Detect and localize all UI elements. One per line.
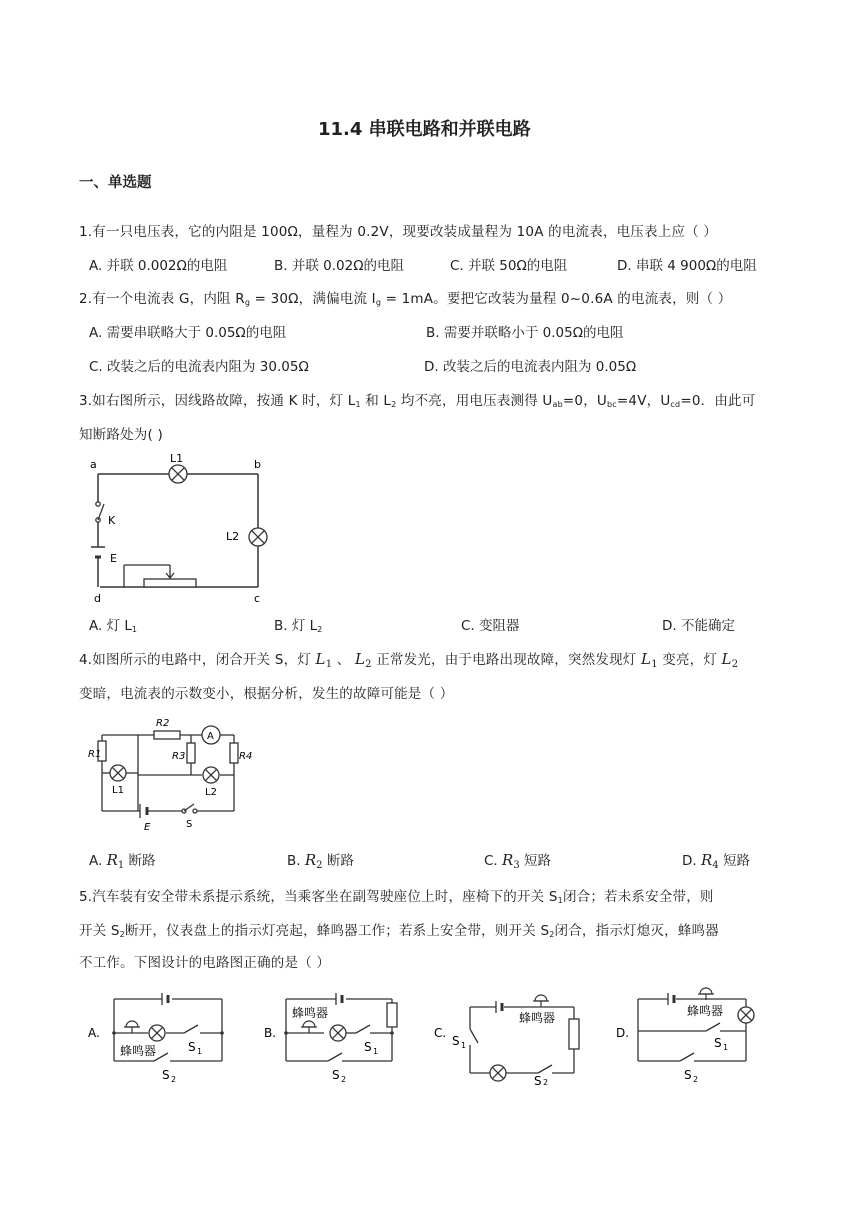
- svg-text:蜂鸣器: 蜂鸣器: [519, 1011, 556, 1025]
- svg-text:C.: C.: [434, 1026, 447, 1040]
- svg-text:S: S: [364, 1040, 372, 1054]
- svg-text:2: 2: [693, 1075, 699, 1084]
- q1-option-c: C. 并联 50Ω的电阻: [450, 258, 568, 274]
- q3-circuit-diagram: [86, 452, 276, 604]
- svg-text:2: 2: [341, 1075, 347, 1084]
- q4-circuit-diagram: [84, 713, 254, 835]
- resistor-r2-icon: [154, 731, 180, 739]
- q4-option-b: B. $R_2$ 断路: [287, 851, 354, 871]
- label-s: S: [186, 819, 193, 830]
- label-e: E: [110, 552, 117, 565]
- q5-circuit-diagrams: [84, 985, 784, 1085]
- svg-text:1: 1: [197, 1047, 203, 1056]
- q4-option-c: C. $R_3$ 短路: [484, 851, 551, 871]
- q3-option-a: A. 灯 $L_1$: [89, 618, 137, 634]
- q4-option-d: D. $R_4$ 短路: [682, 851, 750, 871]
- label-r2: R2: [156, 718, 170, 729]
- svg-text:S: S: [188, 1040, 196, 1054]
- svg-text:B.: B.: [264, 1026, 277, 1040]
- resistor-r4-icon: [230, 743, 238, 763]
- question-5-text-line3: 不工作。下图设计的电路图正确的是（ ）: [79, 955, 331, 971]
- label-r3: R3: [172, 751, 186, 762]
- label-l2: L2: [205, 787, 217, 798]
- label-l2: L2: [226, 530, 240, 543]
- q1-option-b: B. 并联 0.02Ω的电阻: [274, 258, 405, 274]
- question-2-text: 2.有一个电流表 G，内阻 $R_g = 30\Omega$，满偏电流 $I_g = 1mA$。要把它改装为量程 0~0.6A 的电流表，则（ ）: [79, 291, 732, 307]
- resistor-r3-icon: [187, 743, 195, 763]
- svg-text:S: S: [452, 1034, 460, 1048]
- question-3-text-line2: 知断路处为( ): [79, 427, 163, 443]
- circuit-option-b: [264, 993, 397, 1084]
- label-a: a: [90, 458, 97, 471]
- page-title: 11.4 串联电路和并联电路: [318, 119, 531, 140]
- q1-option-a: A. 并联 0.002Ω的电阻: [89, 258, 228, 274]
- battery-icon: [140, 804, 147, 818]
- q2-option-a: A. 需要串联略大于 0.05Ω的电阻: [89, 325, 287, 341]
- section-heading: 一、单选题: [79, 175, 152, 191]
- label-c: c: [254, 592, 261, 604]
- svg-text:蜂鸣器: 蜂鸣器: [292, 1006, 329, 1020]
- label-k: K: [108, 514, 116, 527]
- q3-option-c: C. 变阻器: [461, 618, 520, 634]
- q2-option-b: B. 需要并联略小于 0.05Ω的电阻: [426, 325, 624, 341]
- svg-text:1: 1: [373, 1047, 379, 1056]
- svg-text:S: S: [534, 1074, 542, 1085]
- switch-s-icon: [182, 804, 197, 813]
- circuit-option-a: [88, 993, 224, 1084]
- circuit-option-d: [616, 988, 754, 1084]
- q3-option-b: B. 灯 $L_2$: [274, 618, 323, 634]
- svg-text:D.: D.: [616, 1026, 630, 1040]
- label-b: b: [254, 458, 261, 471]
- svg-text:蜂鸣器: 蜂鸣器: [687, 1004, 724, 1018]
- q2-option-c: C. 改装之后的电流表内阻为 30.05Ω: [89, 359, 309, 375]
- lamp-l1-icon: [169, 465, 187, 483]
- rheostat-icon: [124, 565, 196, 587]
- question-4-text: 4.如图所示的电路中，闭合开关 S，灯 $L_1$ 、 $L_2$ 正常发光，由于电路出现故障，突然发现灯 $L_1$ 变亮，灯 $L_2$: [79, 650, 739, 670]
- svg-text:2: 2: [171, 1075, 177, 1084]
- label-r1: R1: [88, 749, 102, 760]
- question-1-text: 1.有一只电压表，它的内阻是 100Ω，量程为 0.2V，现要改装成量程为 10A 的电流表，电压表上应（ ）: [79, 224, 718, 240]
- label-e: E: [144, 822, 151, 833]
- question-5-text: 5.汽车装有安全带未系提示系统，当乘客坐在副驾驶座位上时，座椅下的开关 $S_1$闭合；若未系安全带，则: [79, 889, 714, 905]
- lamp-l2-icon: [249, 528, 267, 546]
- q4-option-a: A. $R_1$ 断路: [89, 851, 156, 871]
- svg-text:A: A: [207, 731, 214, 742]
- svg-text:A.: A.: [88, 1026, 100, 1040]
- svg-text:S: S: [684, 1068, 692, 1082]
- svg-text:1: 1: [461, 1041, 467, 1050]
- lamp-l1-icon: [110, 765, 126, 781]
- switch-k-icon: [96, 502, 104, 522]
- q1-option-d: D. 串联 4 900Ω的电阻: [617, 258, 757, 274]
- lamp-l2-icon: [203, 767, 219, 783]
- svg-text:蜂鸣器: 蜂鸣器: [120, 1044, 157, 1058]
- battery-icon: [91, 547, 105, 557]
- circuit-option-c: [434, 995, 579, 1085]
- svg-text:1: 1: [723, 1043, 729, 1052]
- label-l1: L1: [112, 785, 124, 796]
- svg-text:S: S: [162, 1068, 170, 1082]
- question-5-text-line2: 开关 $S_2$断开，仪表盘上的指示灯亮起，蜂鸣器工作；若系上安全带，则开关 $S_2$闭合，指示灯熄灭，蜂鸣器: [79, 923, 719, 939]
- q3-option-d: D. 不能确定: [662, 618, 735, 634]
- label-d: d: [94, 592, 101, 604]
- svg-text:S: S: [714, 1036, 722, 1050]
- svg-text:S: S: [332, 1068, 340, 1082]
- question-4-text-line2: 变暗，电流表的示数变小，根据分析，发生的故障可能是（ ）: [79, 686, 454, 702]
- label-l1: L1: [170, 452, 184, 465]
- ammeter-icon: [202, 726, 220, 744]
- question-3-text: 3.如右图所示，因线路故障，按通 K 时，灯 $L_1$ 和 $L_2$ 均不亮，用电压表测得 $U_{ab}=0$，$U_{bc}=4V$，$U_{cd}=0$．由此可: [79, 393, 756, 409]
- svg-text:2: 2: [543, 1078, 549, 1085]
- label-r4: R4: [239, 751, 253, 762]
- q2-option-d: D. 改装之后的电流表内阻为 0.05Ω: [424, 359, 637, 375]
